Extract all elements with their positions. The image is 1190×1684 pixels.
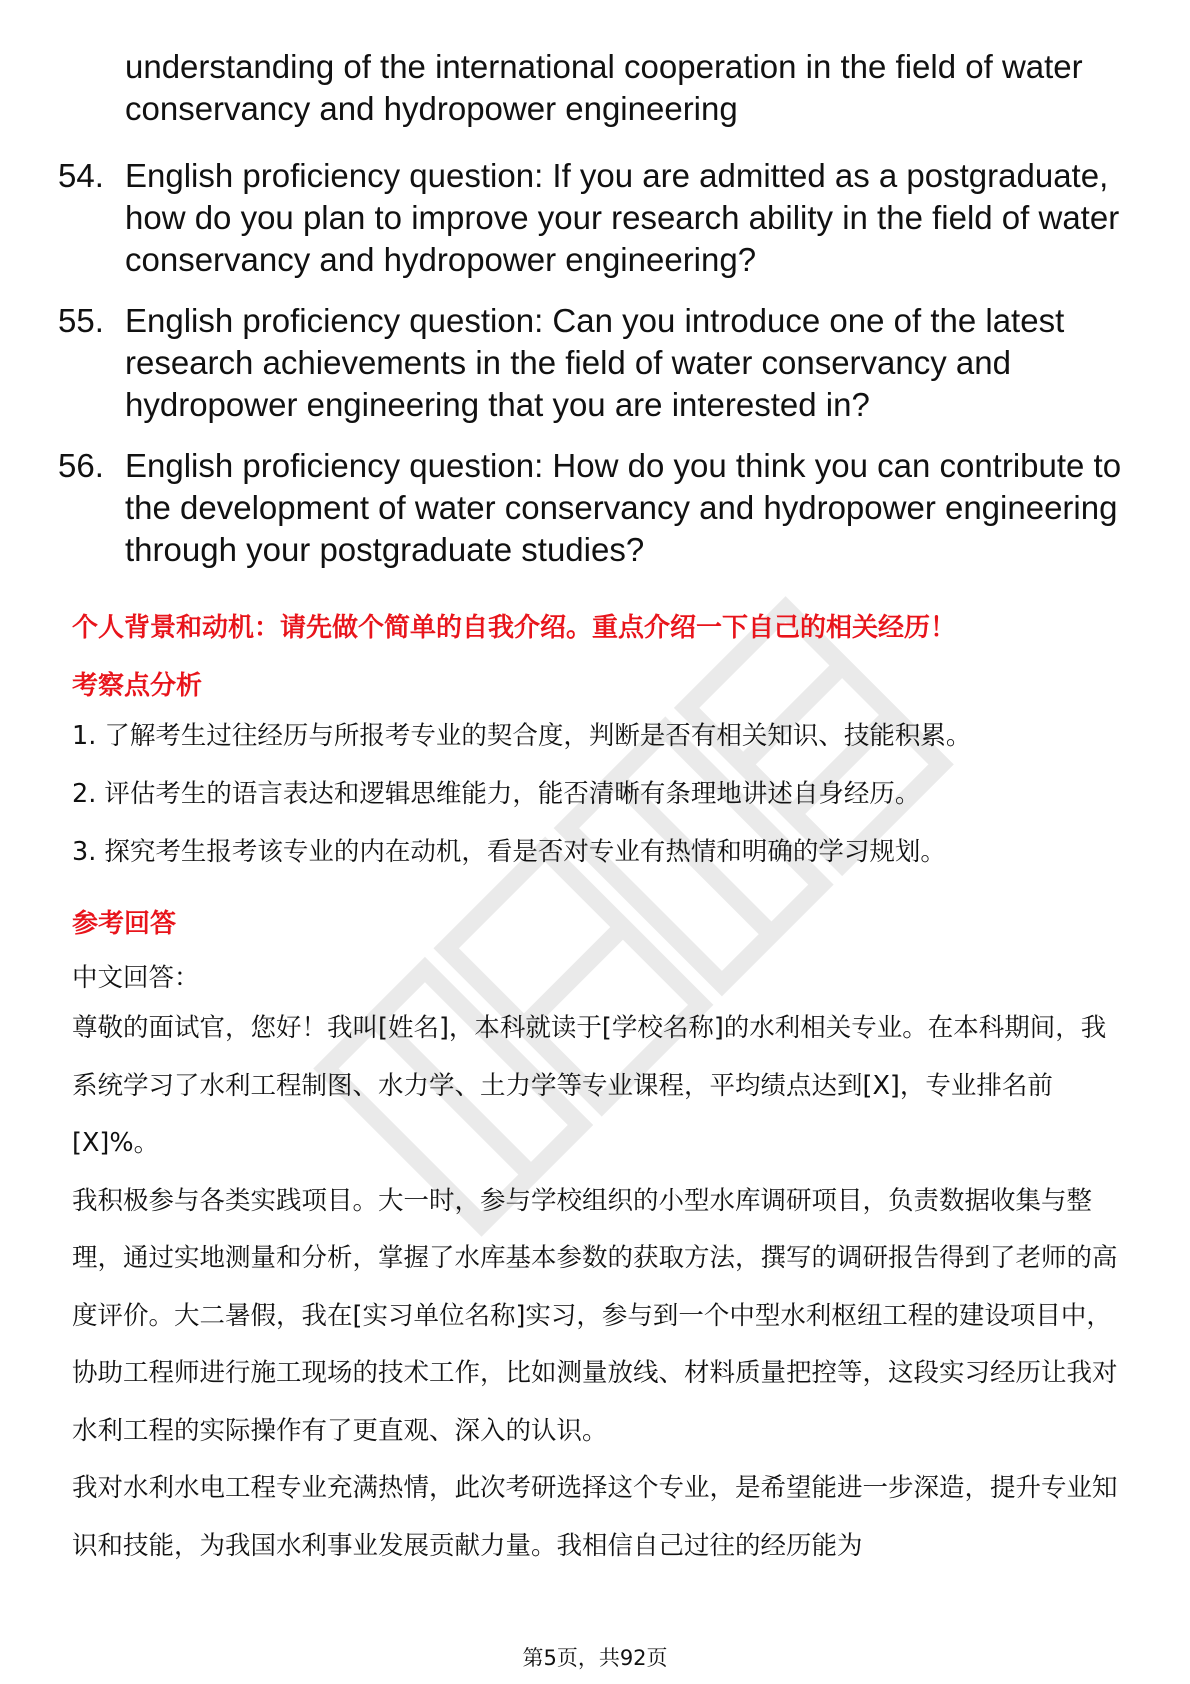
analysis-points [72,718,1132,892]
analysis-point: 3. 探究考生报考该专业的内在动机，看是否对专业有热情和明确的学习规划。 [72,837,946,867]
question-text: English proficiency question: How do you think you can contribute to the development of water conservancy and hydropower engineering through your postgraduate studies? [125,447,1122,568]
question-number: 56. [58,447,104,484]
main-heading: 个人背景和动机：请先做个简单的自我介绍。重点介绍一下自己的相关经历！ [72,613,957,643]
answer-paragraph: 尊敬的面试官，您好！我叫[姓名]，本科就读于[学校名称]的水利相关专业。在本科期间，我系统学习了水利工程制图、水力学、土力学等专业课程，平均绩点达到[X]，专业排名前[X]%。 [72,1013,1107,1158]
question-text: English proficiency question: If you are admitted as a postgraduate, how do you plan to improve your research ability in the field of water conservancy and hydropower engineering? [125,157,1120,278]
question-text: English proficiency question: Can you introduce one of the latest research achievements in the field of water conservancy and hydropower engineering that you are interested in? [125,302,1065,423]
question-item [0,300,1190,426]
question-number: 55. [58,302,104,339]
answer-heading: 参考回答 [72,909,177,939]
answer-paragraph: 我积极参与各类实践项目。大一时，参与学校组织的小型水库调研项目，负责数据收集与整理，通过实地测量和分析，掌握了水库基本参数的获取方法，撰写的调研报告得到了老师的高度评价。大二暑假，我在[实习单位名称]实习，参与到一个中型水利枢纽工程的建设项目中，协助工程师进行施工现场的技术工作，比如测量放线、材料质量把控等，这段实习经历让我对水利工程的实际操作有了更直观、深入的认识。 [72,1185,1118,1446]
continuation-text: understanding of the international cooperation in the field of water conservancy and hydropower engineering [125,48,1083,127]
question-item [0,155,1190,281]
question-list [0,155,1190,590]
answer-label: 中文回答： [72,963,200,993]
question-number: 54. [58,157,104,194]
page-footer: 第5页，共92页 [522,1646,668,1670]
answer-body [72,1000,1127,1575]
analysis-point: 2. 评估考生的语言表达和逻辑思维能力，能否清晰有条理地讲述自身经历。 [72,779,921,809]
analysis-point: 1. 了解考生过往经历与所报考专业的契合度，判断是否有相关知识、技能积累。 [72,721,972,751]
answer-paragraph: 我对水利水电工程专业充满热情，此次考研选择这个专业，是希望能进一步深造，提升专业知识和技能，为我国水利事业发展贡献力量。我相信自己过往的经历能为 [72,1473,1118,1561]
analysis-heading: 考察点分析 [72,671,203,701]
question-item [0,445,1190,571]
